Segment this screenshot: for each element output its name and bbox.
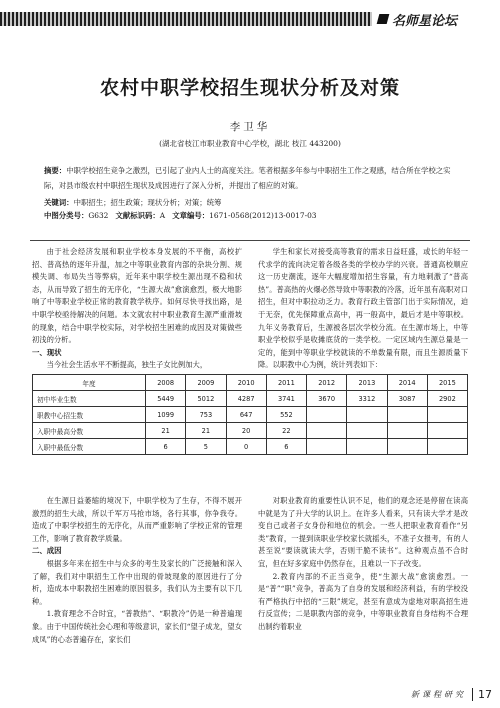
row-label: 初中毕业生数 [33,391,146,407]
table-cell: 3670 [307,391,347,407]
table-header-cell: 2013 [347,375,387,391]
table-cell [427,407,467,423]
table-cell: 647 [226,407,266,423]
right-column-bottom [258,495,468,634]
doccode-label: 文献标识码： [115,211,160,220]
articleno-label: 文章编号： [172,211,210,220]
left-column-bottom [32,495,242,646]
row-label: 入职中最低分数 [33,439,146,455]
page-number: 17 [472,688,492,701]
paragraph: 对职业教育的重要性认识不足，他们的观念还是停留在读高中就是为了升大学的认识上。在许多人看来，只有读大学才是改变自己或者子女身份和地位的机会。一些人把职业教育看作“另类”教育，一提到读职业学校家长就摇头，不准子女报考，有的人甚至说“要读就读大学，否则干脆不读书”。这种观点虽不合时宜，但在好多家庭中仍然存在，且难以一下子改变。 [258,496,468,568]
table-cell [307,407,347,423]
table-cell [347,439,387,455]
table-header-cell: 年度 [33,375,146,391]
table-cell: 4287 [226,391,266,407]
paragraph: 根据多年来在招生中与众多的考生及家长的广泛接触和深入了解，我们对中职招生工作中出现的骨坡现象的原因进行了分析，造成本中职教招生困难的原因很多，我们认为主要有以下几种。 [32,558,242,606]
table-header-cell: 2009 [186,375,226,391]
table-cell [307,439,347,455]
table-cell [347,407,387,423]
author-name: 李卫华 [229,121,271,133]
table-cell: 3087 [387,391,427,407]
left-column-top [32,246,242,372]
separator-rule [30,240,470,241]
journal-name: 新课程研究 [411,689,466,699]
article-number: 1671-0568(2012)13-0017-03 [209,211,317,220]
table-cell [347,423,387,439]
paragraph: 2.教育内部的不正当竞争，使“生源大战”愈演愈烈。一是“普”“职”竞争，普高为了自身的发展和经济利益，有的学校没有严格执行中招的“三限”规定，甚至有意成为虚地对职高招生进行反宣传；二是职教内部的竞争，中等职业教育自身结构不合理出制约着职业 [258,571,468,631]
table-row [33,391,468,407]
table-cell: 3312 [347,391,387,407]
header-decorative-band [0,12,372,26]
table-cell: 1099 [146,407,186,423]
paragraph: 当今社会生活水平不断提高，独生子女比例加大， [46,360,208,370]
table-cell: 2902 [427,391,467,407]
author-affiliation: (湖北省枝江市职业教育中心学校，湖北 枝江 443200) [159,139,341,148]
row-label: 职教中心招生数 [33,407,146,423]
table-row [33,423,468,439]
row-label: 入职中最高分数 [33,423,146,439]
enrollment-table [32,374,468,455]
clc-label: 中图分类号： [44,211,89,220]
table-header-cell: 2014 [387,375,427,391]
article-title: 农村中职学校招生现状分析及对策 [99,77,400,99]
table-row [33,439,468,455]
table-cell: 20 [226,423,266,439]
paragraph: 由于社会经济发展和职业学校本身发展的不平衡，高校扩招、普高热的逐年升温，加之中等职业教育内部的杂块分割、规模失调、布局失当等弊病，近年来中职学校生源出现不稳和状态，从而导致了招生的无序化，“生源大战”愈演愈烈，极大地影响了中等职业学校正常的教育教学秩序。如何尽快寻找出路，是中职学校亟待解决的问题。本文就农村中职业教育生源严重滑坡的现象，结合中职学校实际，对学校招生困难的成因及对策做些初浅的分析。 [32,247,242,345]
page-header [0,8,500,32]
table-cell: 21 [146,423,186,439]
table-header-cell: 2008 [146,375,186,391]
table-cell [387,423,427,439]
table-cell: 22 [266,423,306,439]
section-tag [378,8,493,30]
clc-code: G632 [88,211,109,220]
abstract-label: 摘要： [44,166,67,175]
table-header-cell: 2011 [266,375,306,391]
table-cell: 5449 [146,391,186,407]
section-name: 名师星论坛 [392,13,458,29]
table-cell: 6 [146,439,186,455]
paragraph: 1.教育理念不合时宜，“普教热”、“职教冷”仍是一种普遍现象。由于中国传统社会心理和等级意识，家长们“望子成龙，望女成凤”的心态普遍存在，家长们 [32,609,242,644]
table-cell: 5 [186,439,226,455]
keywords: 中职招生；招生政策；现状分析；对策；统筹 [73,198,222,207]
table-cell [307,423,347,439]
classification-line [44,209,456,222]
doc-code: A [159,211,166,220]
table-cell: 753 [186,407,226,423]
table-header-row [33,375,468,391]
keywords-line [44,196,456,209]
table-cell: 3741 [266,391,306,407]
section-heading: 二、成因 [32,546,62,556]
right-column-top [258,246,468,372]
page-footer [380,686,492,702]
table-cell: 5012 [186,391,226,407]
table-cell: 0 [226,439,266,455]
table-header-cell: 2015 [427,375,467,391]
table-cell: 552 [266,407,306,423]
table-cell: 6 [266,439,306,455]
square-bullet-icon [377,14,390,24]
paragraph: 学生和家长对接受高等教育的需求日益旺盛，或长的年轻一代求学的流向决定着各级各类的学校办学的兴衰。普通高校顺应这一历史潮流，逐年大幅度增加招生容量，有力地刺激了“普高热”。普高热的火爆必然导致中等职教的冷落，近年虽有高职对口招生，但对中职拉动乏力。教育行政主管部门出于实际情况，迫于无奈，优先保障重点高中，再一般高中，最后才是中等职校。九年义务教育后，生源被各层次学校分流。在生源市场上，中等职业学校似乎是收摊底货的一类学校。一定区域内生源总量是一定的，能到中等职业学校就读的不单数量有限，而且生源质量下降。以职教中心为例，统计列表如下： [258,247,468,370]
table-row [33,407,468,423]
section-heading: 一、现状 [32,347,62,357]
abstract-text: 中职学校招生竞争之激烈，已引起了业内人士的高度关注。笔者根据多年参与中职招生工作之观感，结合所在学校之实际，对县市级农村中职招生现状及成因进行了深入分析，并提出了相应的对策。 [44,166,451,190]
keywords-label: 关键词： [44,198,74,207]
table-cell [427,423,467,439]
table-cell: 21 [186,423,226,439]
table-cell [427,439,467,455]
table-cell [387,439,427,455]
article-meta [44,196,456,222]
table-cell [387,407,427,423]
paragraph: 在生源日益萎缩的境况下，中职学校为了生存，不得不展开激烈的招生大战，所以千军万马抢市场，各行其事，你争我夺。造成了中职学校招生的无序化，从而严重影响了学校正常的管理工作，影响了教育教学质量。 [32,496,242,543]
table-header-cell: 2010 [226,375,266,391]
table-header-cell: 2012 [307,375,347,391]
abstract [44,163,456,193]
